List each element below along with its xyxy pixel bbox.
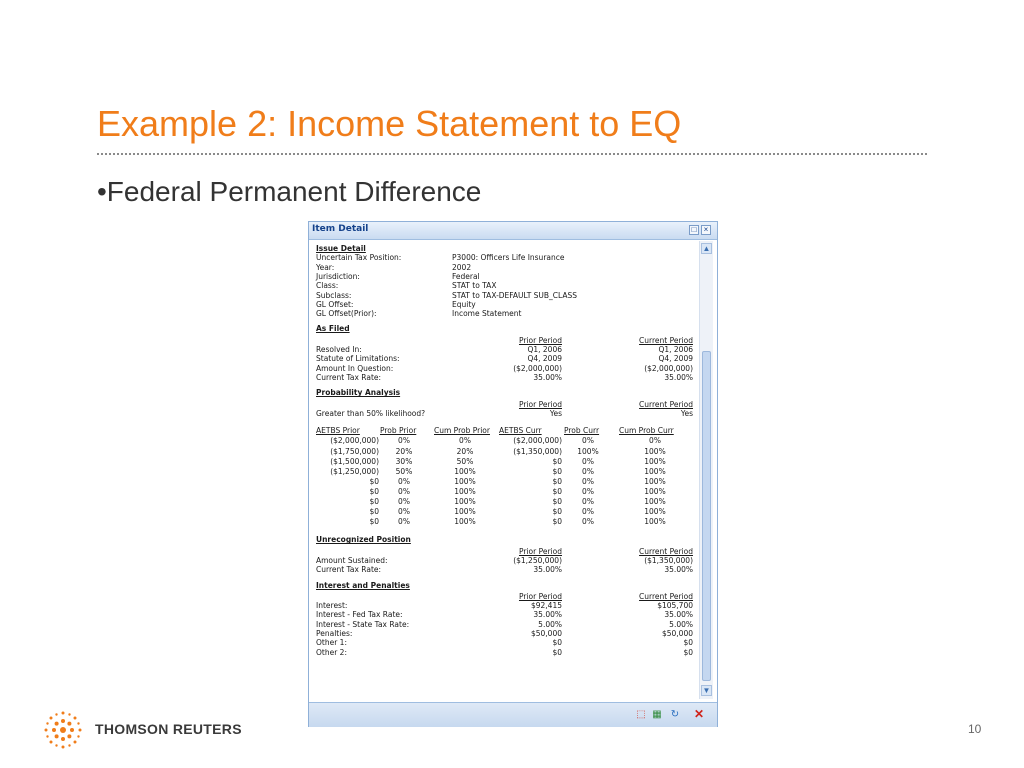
table-cell: $0 — [369, 497, 379, 506]
table-cell: $0 — [369, 476, 379, 486]
table-cell: 20% — [395, 446, 413, 456]
prior-value: Q4, 2009 — [527, 354, 562, 364]
table-cell: $0 — [552, 517, 562, 527]
prior-value: 5.00% — [538, 619, 562, 629]
field-label: Other 1: — [316, 638, 347, 648]
section-heading: Unrecognized Position — [316, 535, 411, 545]
table-cell: 100% — [644, 497, 666, 506]
vertical-scrollbar[interactable] — [699, 241, 713, 699]
window-toolbar — [309, 702, 717, 727]
section-heading: Issue Detail — [316, 244, 366, 253]
slide-title: Example 2: Income Statement to EQ — [97, 103, 682, 144]
field-label: GL Offset: — [316, 299, 354, 309]
table-cell: 50% — [456, 456, 474, 466]
table-cell: 0% — [398, 486, 410, 496]
table-cell: ($2,000,000) — [513, 436, 562, 446]
field-label: Class: — [316, 281, 339, 291]
table-cell: 0% — [582, 456, 594, 466]
current-value: ($2,000,000) — [644, 363, 693, 373]
prior-value: Yes — [549, 408, 562, 418]
current-value: 35.00% — [664, 610, 693, 620]
table-cell: 0% — [459, 436, 471, 446]
table-cell: 100% — [577, 446, 599, 456]
current-value: Q1, 2006 — [658, 345, 693, 354]
current-value: Q4, 2009 — [658, 354, 693, 364]
table-cell: 20% — [456, 446, 474, 456]
table-cell: 0% — [398, 497, 410, 506]
table-cell: 100% — [644, 446, 666, 456]
table-cell: 0% — [582, 466, 594, 476]
table-cell: 100% — [454, 497, 476, 506]
table-cell: $0 — [369, 486, 379, 496]
current-value: $0 — [683, 638, 693, 648]
table-cell: 100% — [644, 466, 666, 476]
delete-icon[interactable]: ✕ — [693, 707, 705, 721]
table-header: Cum Prob Prior — [434, 426, 490, 436]
prior-value: $0 — [552, 638, 562, 648]
field-value: STAT to TAX-DEFAULT SUB_CLASS — [452, 290, 578, 300]
prior-value: 35.00% — [533, 372, 562, 382]
item-detail-window — [308, 221, 718, 727]
table-cell: 100% — [454, 476, 476, 486]
table-cell: 100% — [454, 517, 476, 527]
table-cell: 0% — [582, 476, 594, 486]
thomson-reuters-logo-icon — [41, 708, 85, 752]
table-cell: 100% — [644, 507, 666, 517]
table-cell: 0% — [398, 436, 410, 446]
table-cell: 0% — [649, 436, 661, 446]
current-value: 35.00% — [664, 372, 693, 382]
pdf-export-icon[interactable]: ⬚ — [636, 709, 646, 720]
field-value: Income Statement — [452, 309, 522, 319]
table-cell: 30% — [395, 456, 413, 466]
field-label: Interest: — [316, 601, 348, 611]
section-heading: As Filed — [316, 324, 350, 334]
table-cell: $0 — [369, 517, 379, 527]
field-value: P3000: Officers Life Insurance — [452, 253, 565, 263]
field-label: Penalties: — [316, 629, 353, 638]
table-cell: 100% — [644, 456, 666, 466]
prior-value: ($2,000,000) — [513, 363, 562, 373]
table-cell: 100% — [644, 476, 666, 486]
field-label: Current Tax Rate: — [316, 565, 382, 575]
current-period-header: Current Period — [639, 591, 693, 601]
prior-value: 35.00% — [533, 610, 562, 620]
current-period-header: Current Period — [639, 546, 693, 556]
scroll-thumb[interactable] — [702, 351, 711, 681]
table-cell: $0 — [552, 486, 562, 496]
section-heading: Interest and Penalties — [316, 580, 410, 590]
current-value: $105,700 — [657, 601, 693, 611]
table-cell: 100% — [454, 466, 476, 476]
field-label: Interest - Fed Tax Rate: — [316, 610, 403, 620]
table-cell: ($2,000,000) — [330, 436, 379, 446]
table-cell: 0% — [582, 497, 594, 506]
table-header: Prob Curr — [564, 426, 600, 436]
field-label: Uncertain Tax Position: — [316, 253, 402, 263]
table-cell: 100% — [454, 486, 476, 496]
table-cell: 0% — [582, 486, 594, 496]
field-label: Interest - State Tax Rate: — [316, 619, 410, 629]
current-value: 5.00% — [669, 619, 693, 629]
current-value: ($1,350,000) — [644, 555, 693, 565]
prior-period-header: Prior Period — [518, 335, 562, 345]
excel-export-icon[interactable]: ▦ — [652, 709, 662, 720]
table-cell: $0 — [369, 507, 379, 517]
current-value: Yes — [680, 408, 693, 418]
field-label: GL Offset(Prior): — [316, 309, 377, 319]
table-cell: $0 — [552, 456, 562, 466]
bullet-point: •Federal Permanent Difference — [97, 176, 482, 207]
current-period-header: Current Period — [639, 399, 693, 409]
prior-value: Q1, 2006 — [527, 345, 562, 354]
scroll-up-icon[interactable]: ▲ — [702, 244, 711, 253]
brand-name: THOMSON REUTERS — [95, 721, 242, 737]
table-cell: $0 — [552, 476, 562, 486]
field-value: Federal — [452, 271, 480, 281]
field-label: Other 2: — [316, 647, 347, 657]
field-label: Statute of Limitations: — [316, 354, 400, 364]
table-cell: 100% — [644, 486, 666, 496]
table-cell: 0% — [398, 476, 410, 486]
field-label: Greater than 50% likelihood? — [316, 408, 426, 418]
table-cell: $0 — [552, 507, 562, 517]
field-value: Equity — [452, 299, 476, 309]
current-value: $50,000 — [661, 629, 693, 638]
table-cell: 0% — [398, 517, 410, 527]
field-label: Amount In Question: — [316, 363, 394, 373]
section-heading: Probability Analysis — [316, 388, 401, 398]
field-value: 2002 — [452, 262, 472, 272]
table-cell: 100% — [454, 507, 476, 517]
field-label: Amount Sustained: — [316, 555, 388, 565]
table-header: Prob Prior — [380, 426, 417, 436]
prior-value: $50,000 — [530, 629, 562, 638]
table-cell: $0 — [552, 466, 562, 476]
field-value: STAT to TAX — [452, 281, 497, 291]
current-period-header: Current Period — [639, 335, 693, 345]
table-header: AETBS Prior — [316, 426, 360, 436]
table-cell: 50% — [395, 466, 413, 476]
prior-value: $0 — [552, 647, 562, 657]
table-cell: ($1,500,000) — [330, 456, 379, 466]
table-cell: ($1,250,000) — [330, 466, 379, 476]
maximize-icon[interactable]: □ — [689, 225, 699, 235]
window-titlebar[interactable] — [309, 222, 717, 240]
close-icon[interactable]: × — [701, 225, 711, 235]
prior-value: $92,415 — [530, 601, 562, 611]
prior-value: ($1,250,000) — [513, 555, 562, 565]
current-value: $0 — [683, 647, 693, 657]
current-value: 35.00% — [664, 565, 693, 575]
table-header: Cum Prob Curr — [619, 426, 674, 436]
table-cell: 0% — [398, 507, 410, 517]
field-label: Current Tax Rate: — [316, 372, 382, 382]
table-cell: ($1,750,000) — [330, 446, 379, 456]
prior-period-header: Prior Period — [518, 591, 562, 601]
scroll-down-icon[interactable]: ▼ — [702, 686, 711, 695]
page-number: 10 — [968, 722, 982, 736]
table-header: AETBS Curr — [499, 426, 542, 436]
table-cell: ($1,350,000) — [513, 446, 562, 456]
table-cell: 0% — [582, 517, 594, 527]
title-divider — [97, 153, 927, 155]
window-title: Item Detail — [312, 224, 369, 234]
table-cell: 0% — [582, 507, 594, 517]
refresh-icon[interactable]: ↻ — [670, 709, 680, 720]
prior-period-header: Prior Period — [518, 399, 562, 409]
field-label: Jurisdiction: — [316, 271, 360, 281]
field-label: Subclass: — [316, 290, 352, 300]
prior-value: 35.00% — [533, 565, 562, 575]
table-cell: 100% — [644, 517, 666, 527]
prior-period-header: Prior Period — [518, 546, 562, 556]
field-label: Year: — [316, 262, 335, 272]
table-cell: 0% — [582, 436, 594, 446]
field-label: Resolved In: — [316, 345, 362, 354]
table-cell: $0 — [552, 497, 562, 506]
